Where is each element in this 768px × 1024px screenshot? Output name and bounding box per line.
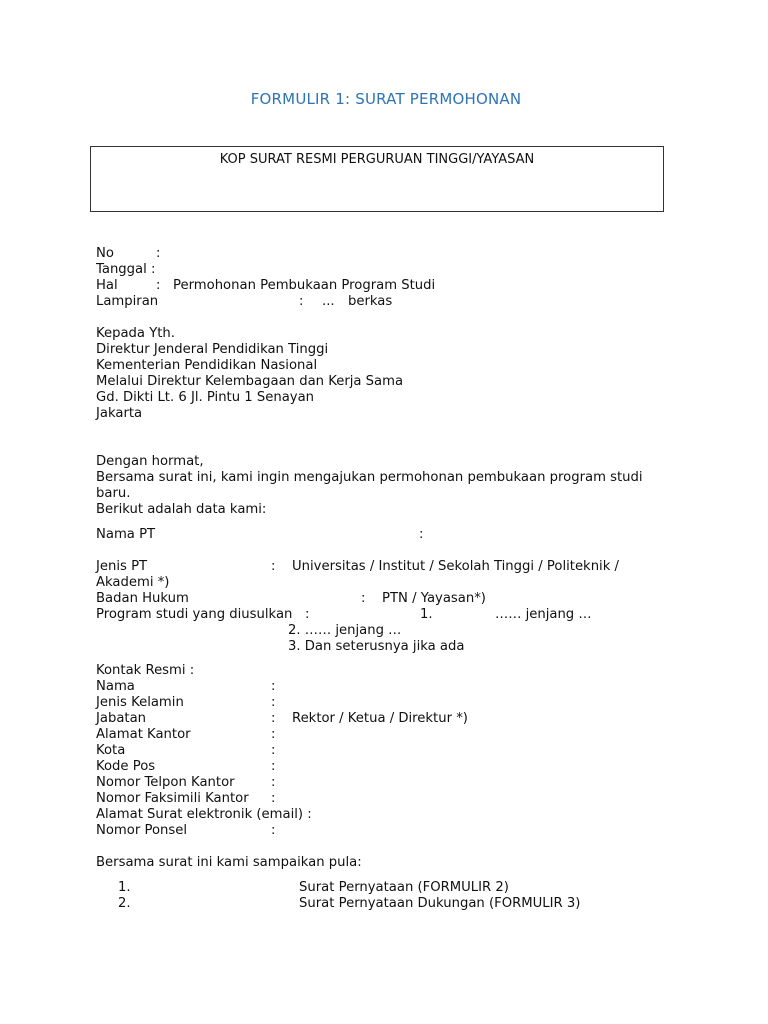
meta-lampiran-suffix: berkas <box>348 294 393 309</box>
kontak-heading: Kontak Resmi : <box>96 663 195 678</box>
kontak-kode-pos-colon: : <box>271 759 276 774</box>
attachment-text: Surat Pernyataan (FORMULIR 2) <box>299 880 509 895</box>
meta-lampiran-label: Lampiran <box>96 294 159 309</box>
jenis-pt-value-cont: Akademi *) <box>96 575 170 590</box>
kontak-faksimili-label: Nomor Faksimili Kantor <box>96 791 249 806</box>
intro-line: baru. <box>96 486 131 501</box>
addressee-line: Direktur Jenderal Pendidikan Tinggi <box>96 342 329 357</box>
kontak-email-label: Alamat Surat elektronik (email) : <box>96 807 312 822</box>
meta-lampiran-colon: : <box>299 294 304 309</box>
meta-hal-colon: : <box>156 278 161 293</box>
kontak-telpon-colon: : <box>271 775 276 790</box>
badan-hukum-value: PTN / Yayasan*) <box>382 591 486 606</box>
attachment-num: 2. <box>118 896 131 911</box>
jenis-pt-colon: : <box>271 559 276 574</box>
kontak-kota-label: Kota <box>96 743 126 758</box>
addressee-line: Kepada Yth. <box>96 326 175 341</box>
attachments-intro: Bersama surat ini kami sampaikan pula: <box>96 855 362 870</box>
letterhead-box <box>90 146 664 212</box>
kontak-jabatan-label: Jabatan <box>96 711 147 726</box>
meta-hal-value: Permohonan Pembukaan Program Studi <box>173 278 436 293</box>
jenis-pt-value: Universitas / Institut / Sekolah Tinggi / Politeknik / <box>292 559 619 574</box>
kontak-alamat-label: Alamat Kantor <box>96 727 191 742</box>
meta-no-label: No <box>96 246 114 261</box>
meta-no-colon: : <box>156 246 161 261</box>
program-studi-item: 3. Dan seterusnya jika ada <box>288 639 465 654</box>
program-studi-colon: : <box>305 607 310 622</box>
badan-hukum-label: Badan Hukum <box>96 591 189 606</box>
nama-pt-colon: : <box>419 527 424 542</box>
kontak-jenis-kelamin-colon: : <box>271 695 276 710</box>
kontak-telpon-label: Nomor Telpon Kantor <box>96 775 235 790</box>
kontak-kota-colon: : <box>271 743 276 758</box>
addressee-line: Gd. Dikti Lt. 6 Jl. Pintu 1 Senayan <box>96 390 315 405</box>
kontak-jenis-kelamin-label: Jenis Kelamin <box>96 695 184 710</box>
meta-lampiran-value: ... <box>322 294 335 309</box>
kontak-nama-colon: : <box>271 679 276 694</box>
program-studi-item-text: …… jenjang … <box>495 607 592 622</box>
kontak-nama-label: Nama <box>96 679 135 694</box>
addressee-line: Melalui Direktur Kelembagaan dan Kerja Sama <box>96 374 404 389</box>
data-intro: Berikut adalah data kami: <box>96 502 267 517</box>
attachment-text: Surat Pernyataan Dukungan (FORMULIR 3) <box>299 896 581 911</box>
nama-pt-label: Nama PT <box>96 527 156 542</box>
kontak-jabatan-value: Rektor / Ketua / Direktur *) <box>292 711 468 726</box>
program-studi-item: 2. …… jenjang … <box>288 623 402 638</box>
program-studi-item-num: 1. <box>420 607 433 622</box>
greeting: Dengan hormat, <box>96 454 204 469</box>
kontak-ponsel-colon: : <box>271 823 276 838</box>
kontak-kode-pos-label: Kode Pos <box>96 759 156 774</box>
addressee-line: Jakarta <box>96 406 143 421</box>
addressee-line: Kementerian Pendidikan Nasional <box>96 358 318 373</box>
kontak-jabatan-colon: : <box>271 711 276 726</box>
jenis-pt-label: Jenis PT <box>96 559 148 574</box>
form-title: FORMULIR 1: SURAT PERMOHONAN <box>250 90 522 108</box>
attachment-num: 1. <box>118 880 131 895</box>
meta-hal-label: Hal <box>96 278 118 293</box>
intro-line: Bersama surat ini, kami ingin mengajukan permohonan pembukaan program studi <box>96 470 643 485</box>
program-studi-label: Program studi yang diusulkan <box>96 607 293 622</box>
meta-tanggal-label: Tanggal : <box>96 262 156 277</box>
kontak-alamat-colon: : <box>271 727 276 742</box>
letterhead-text: KOP SURAT RESMI PERGURUAN TINGGI/YAYASAN <box>219 152 535 167</box>
kontak-faksimili-colon: : <box>271 791 276 806</box>
badan-hukum-colon: : <box>361 591 366 606</box>
kontak-ponsel-label: Nomor Ponsel <box>96 823 188 838</box>
